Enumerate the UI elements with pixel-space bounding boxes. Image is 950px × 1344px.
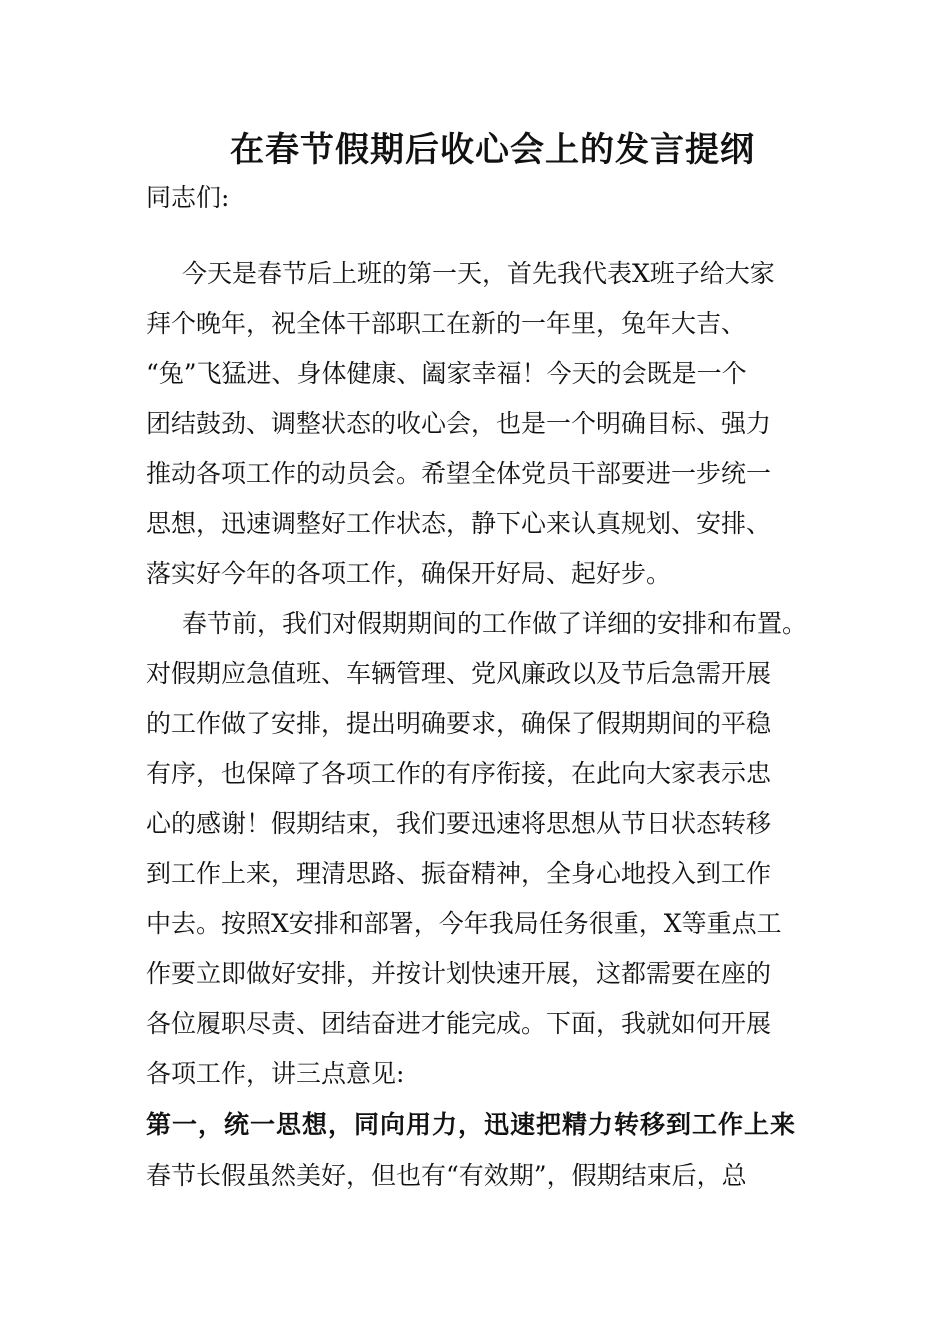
- paragraph-line: 落实好今年的各项工作，确保开好局、起好步。: [146, 559, 672, 588]
- paragraph-line: 心的感谢！假期结束，我们要迅速将思想从节日状态转移: [146, 809, 772, 838]
- paragraph-line: 各位履职尽责、团结奋进才能完成。下面，我就如何开展: [146, 1009, 772, 1038]
- paragraph-line: 作要立即做好安排，并按计划快速开展，这都需要在座的: [146, 959, 772, 988]
- paragraph-line: 有序，也保障了各项工作的有序衔接，在此向大家表示忠: [146, 759, 772, 788]
- paragraph-line: 到工作上来，理清思路、振奋精神，全身心地投入到工作: [146, 859, 772, 888]
- paragraph-line: 团结鼓劲、调整状态的收心会，也是一个明确目标、强力: [146, 409, 772, 438]
- paragraph-line: 中去。按照X安排和部署，今年我局任务很重，X等重点工: [146, 909, 782, 938]
- paragraph-line: 推动各项工作的动员会。希望全体党员干部要进一步统一: [146, 459, 772, 488]
- paragraph-line: 各项工作，讲三点意见:: [146, 1059, 405, 1088]
- paragraph-line: 春节长假虽然美好，但也有“有效期”，假期结束后，总: [146, 1161, 747, 1190]
- document-title: 在春节假期后收心会上的发言提纲: [230, 130, 755, 170]
- paragraph-line: 对假期应急值班、车辆管理、党风廉政以及节后急需开展: [146, 659, 772, 688]
- section-heading: 第一，统一思想，同向用力，迅速把精力转移到工作上来: [146, 1110, 797, 1139]
- paragraph-line: 拜个晚年，祝全体干部职工在新的一年里，兔年大吉、: [146, 309, 747, 338]
- salutation: 同志们:: [146, 183, 230, 212]
- paragraph-line: “兔”飞猛进、身体健康、阖家幸福！今天的会既是一个: [146, 359, 747, 388]
- paragraph-line: 今天是春节后上班的第一天，首先我代表X班子给大家: [182, 259, 775, 288]
- paragraph-line: 的工作做了安排，提出明确要求，确保了假期期间的平稳: [146, 709, 772, 738]
- paragraph-line: 思想，迅速调整好工作状态，静下心来认真规划、安排、: [146, 509, 772, 538]
- paragraph-line: 春节前，我们对假期期间的工作做了详细的安排和布置。: [182, 609, 808, 638]
